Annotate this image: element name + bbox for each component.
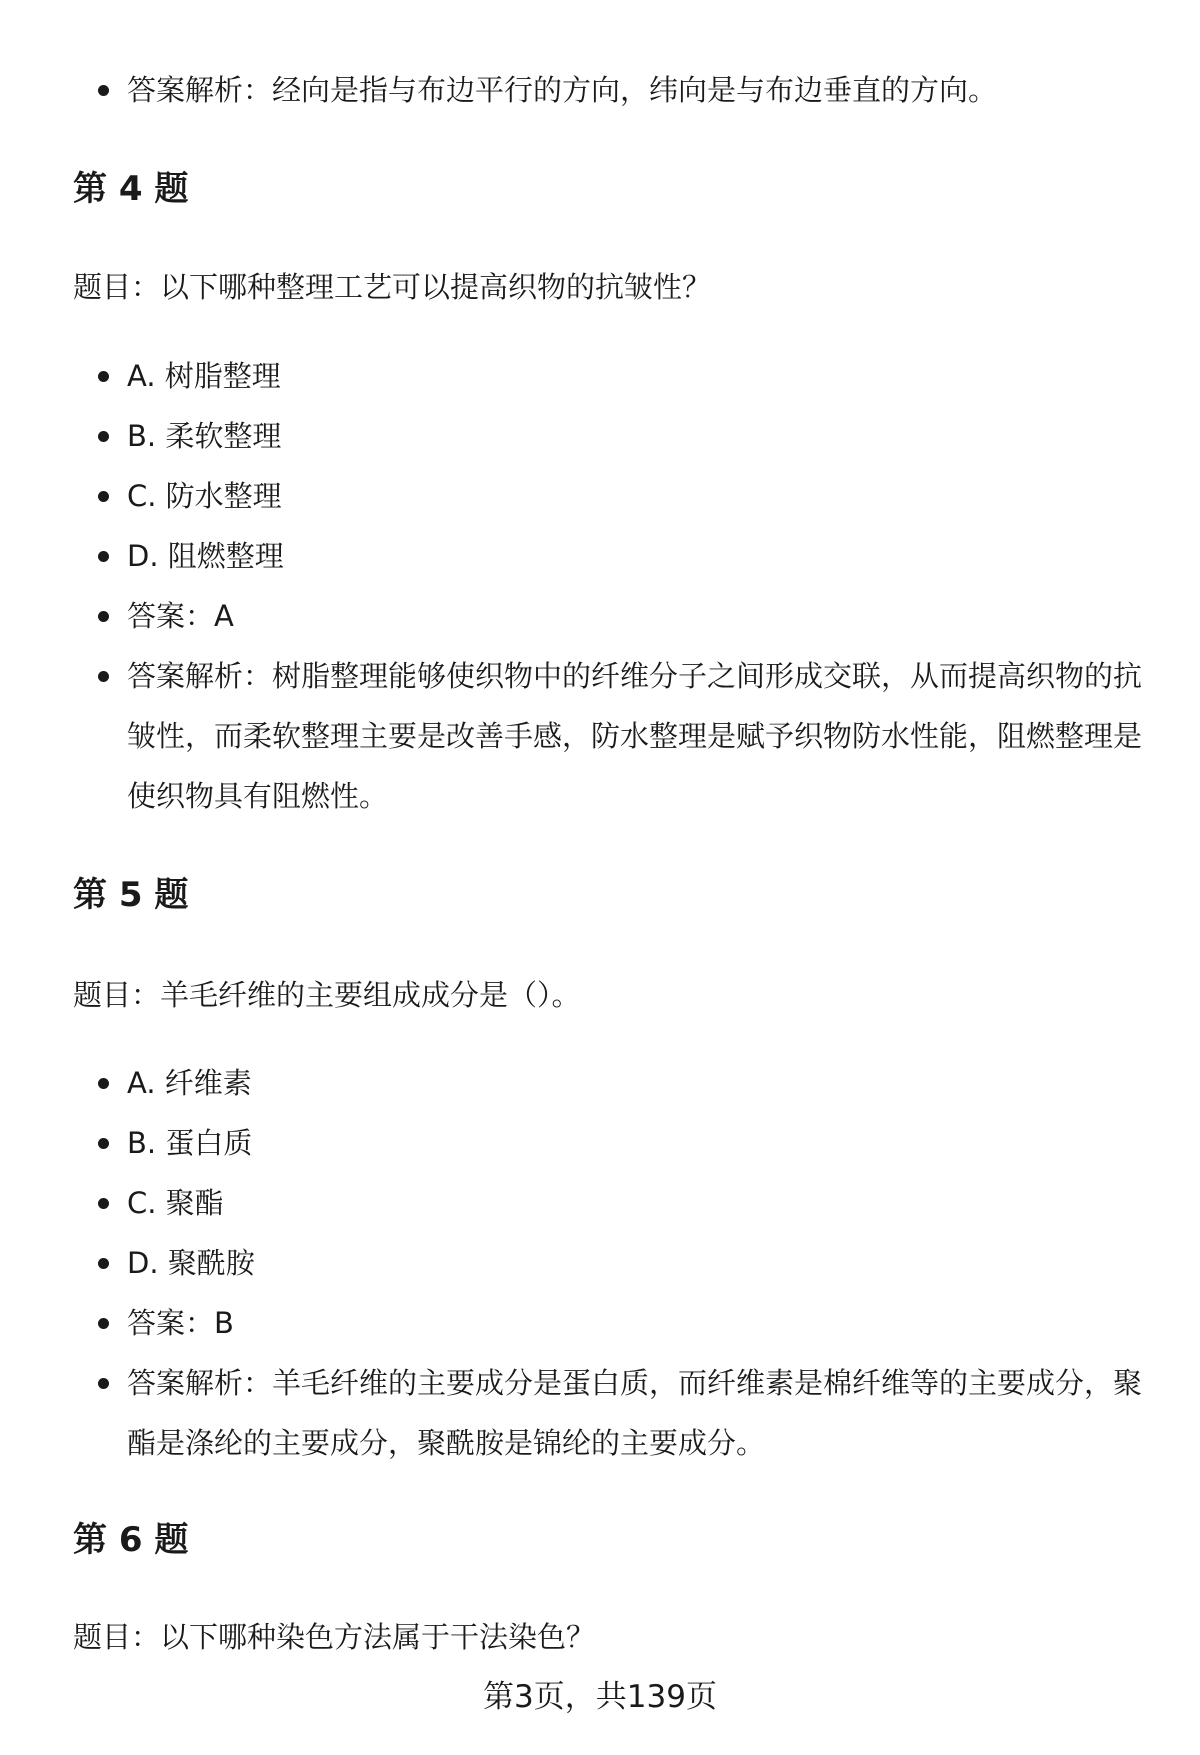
q4-option-c: C. 防水整理 [127, 466, 282, 526]
q5-question: 题目：羊毛纤维的主要组成成分是（）。 [73, 978, 581, 1012]
q5-heading: 第 5 题 [73, 875, 189, 915]
q5-option-c: C. 聚酯 [127, 1173, 224, 1233]
q5-explanation: 答案解析：羊毛纤维的主要成分是蛋白质，而纤维素是棉纤维等的主要成分，聚酯是涤纶的主要成分，聚酰胺是锦纶的主要成分。 [127, 1353, 1147, 1473]
q4-heading: 第 4 题 [73, 169, 189, 209]
page-number: 第3页，共139页 [483, 1679, 717, 1715]
q4-option-a: A. 树脂整理 [127, 346, 281, 406]
q4-answer: 答案：A [127, 586, 234, 646]
q4-option-b: B. 柔软整理 [127, 406, 281, 466]
q4-option-d: D. 阻燃整理 [127, 526, 284, 586]
q4-question: 题目：以下哪种整理工艺可以提高织物的抗皱性？ [73, 270, 712, 304]
q5-option-d: D. 聚酰胺 [127, 1233, 255, 1293]
q6-question: 题目：以下哪种染色方法属于干法染色？ [73, 1620, 596, 1654]
q4-explanation: 答案解析：树脂整理能够使织物中的纤维分子之间形成交联，从而提高织物的抗皱性，而柔软整理主要是改善手感，防水整理是赋予织物防水性能，阻燃整理是使织物具有阻燃性。 [127, 646, 1147, 826]
prev-explanation: 答案解析：经向是指与布边平行的方向，纬向是与布边垂直的方向。 [127, 60, 997, 120]
q6-heading: 第 6 题 [73, 1520, 189, 1560]
q5-option-a: A. 纤维素 [127, 1053, 252, 1113]
q5-option-b: B. 蛋白质 [127, 1113, 252, 1173]
q5-answer: 答案：B [127, 1293, 234, 1353]
